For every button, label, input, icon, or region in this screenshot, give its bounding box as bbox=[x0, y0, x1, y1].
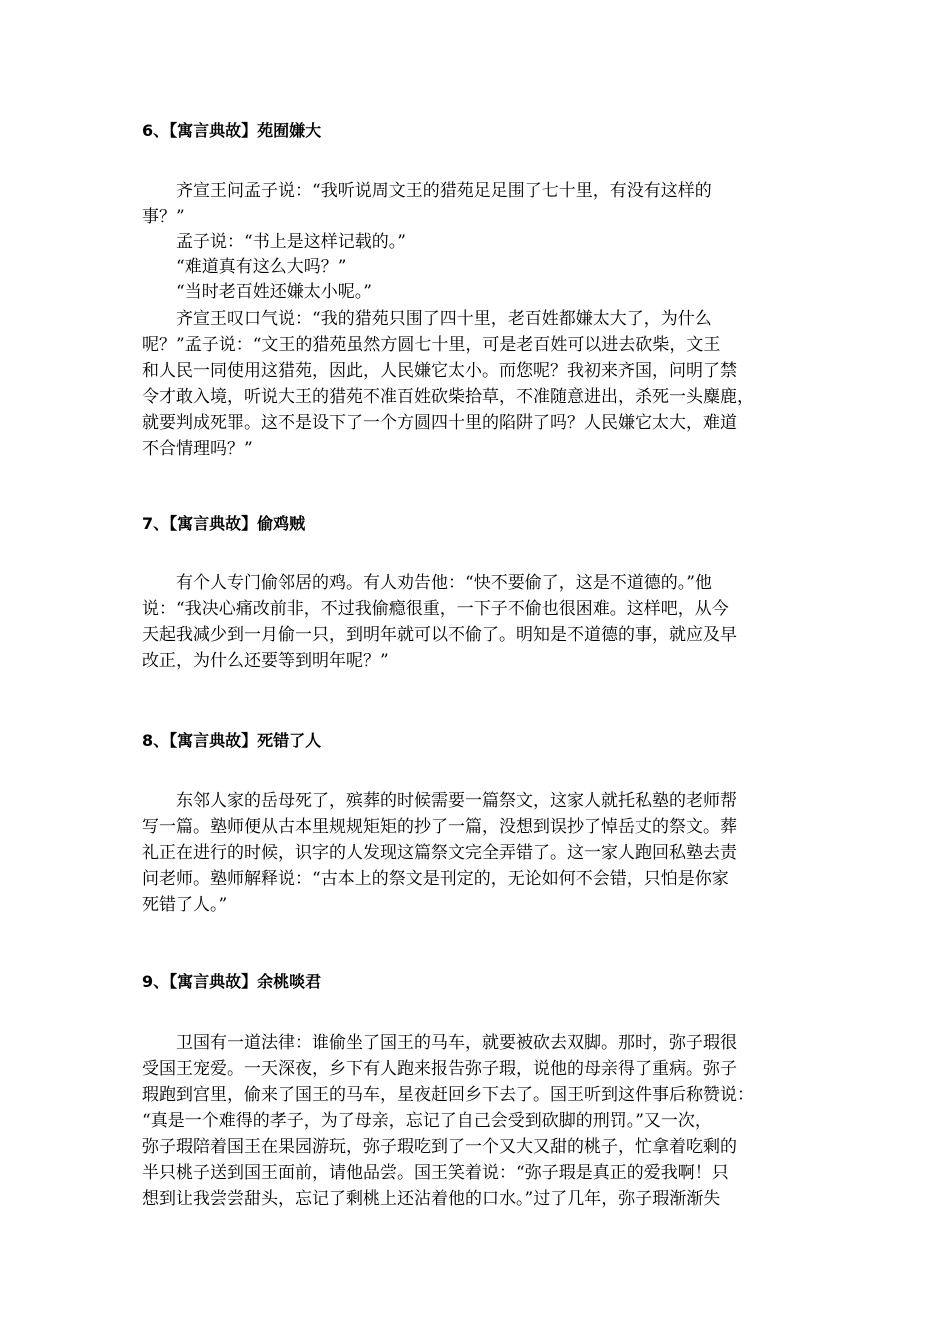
section-heading: 6、【寓言典故】苑囿嫌大 bbox=[142, 121, 322, 140]
text-line: 齐宣王叹口气说：“我的猎苑只围了四十里，老百姓都嫌太大了，为什么 bbox=[142, 309, 712, 329]
text-line: 问老师。塾师解释说：“古本上的祭文是刊定的，无论如何不会错，只怕是你家 bbox=[142, 869, 729, 889]
text-line: 事？” bbox=[142, 207, 185, 227]
text-line: 孟子说：“书上是这样记载的。” bbox=[142, 232, 406, 252]
paragraph bbox=[142, 279, 822, 305]
text-line: 卫国有一道法律：谁偷坐了国王的马车，就要被砍去双脚。那时，弥子瑕很 bbox=[142, 1033, 737, 1053]
text-line: 呢？”孟子说：“文王的猎苑虽然方圆七十里，可是老百姓可以进去砍柴，文王 bbox=[142, 335, 721, 355]
text-line: 礼正在进行的时候，识字的人发现这篇祭文完全弄错了。这一家人跑回私塾去责 bbox=[142, 843, 737, 863]
section-heading: 8、【寓言典故】死错了人 bbox=[142, 731, 322, 750]
text-line: 瑕跑到宫里，偷来了国王的马车，星夜赶回乡下去了。国王听到这件事后称赞说： bbox=[142, 1085, 754, 1105]
text-line: 受国王宠爱。一天深夜，乡下有人跑来报告弥子瑕，说他的母亲得了重病。弥子 bbox=[142, 1059, 737, 1079]
paragraph bbox=[142, 229, 822, 255]
paragraph bbox=[142, 1030, 822, 1212]
text-line: 想到让我尝尝甜头，忘记了剩桃上还沾着他的口水。”过了几年，弥子瑕渐渐失 bbox=[142, 1189, 721, 1209]
paragraph bbox=[142, 306, 822, 462]
text-line: 有个人专门偷邻居的鸡。有人劝告他：“快不要偷了，这是不道德的。”他 bbox=[142, 573, 712, 593]
text-line: 弥子瑕陪着国王在果园游玩，弥子瑕吃到了一个又大又甜的桃子，忙拿着吃剩的 bbox=[142, 1137, 737, 1157]
text-line: 就要判成死罪。这不是设下了一个方圆四十里的陷阱了吗？人民嫌它太大，难道 bbox=[142, 413, 737, 433]
text-line: 东邻人家的岳母死了，殡葬的时候需要一篇祭文，这家人就托私塾的老师帮 bbox=[142, 791, 737, 811]
text-line: 写一篇。塾师便从古本里规规矩矩的抄了一篇，没想到误抄了悼岳丈的祭文。葬 bbox=[142, 817, 737, 837]
text-line: 半只桃子送到国王面前，请他品尝。国王笑着说：“弥子瑕是真正的爱我啊！只 bbox=[142, 1163, 729, 1183]
paragraph bbox=[142, 570, 822, 674]
text-line: “真是一个难得的孝子，为了母亲，忘记了自己会受到砍脚的刑罚。”又一次， bbox=[142, 1111, 712, 1131]
text-line: “难道真有这么大吗？” bbox=[142, 257, 347, 277]
section-heading: 7、【寓言典故】偷鸡贼 bbox=[142, 514, 306, 533]
text-line: 齐宣王问孟子说：“我听说周文王的猎苑足足围了七十里，有没有这样的 bbox=[142, 181, 712, 201]
text-line: 说：“我决心痛改前非，不过我偷瘾很重，一下子不偷也很困难。这样吧，从今 bbox=[142, 599, 729, 619]
text-line: 令才敢入境，听说大王的猎苑不准百姓砍柴拾草，不准随意进出，杀死一头麋鹿， bbox=[142, 387, 754, 407]
text-line: 改正，为什么还要等到明年呢？” bbox=[142, 651, 389, 671]
section-heading: 9、【寓言典故】余桃啖君 bbox=[142, 972, 322, 991]
paragraph bbox=[142, 178, 822, 230]
text-line: 不合情理吗？” bbox=[142, 439, 253, 459]
paragraph bbox=[142, 254, 822, 280]
text-line: 天起我减少到一月偷一只，到明年就可以不偷了。明知是不道德的事，就应及早 bbox=[142, 625, 737, 645]
text-line: 死错了人。” bbox=[142, 895, 228, 915]
paragraph bbox=[142, 788, 822, 918]
text-line: “当时老百姓还嫌太小呢。” bbox=[142, 282, 372, 302]
text-line: 和人民一同使用这猎苑，因此，人民嫌它太小。而您呢？我初来齐国，问明了禁 bbox=[142, 361, 737, 381]
